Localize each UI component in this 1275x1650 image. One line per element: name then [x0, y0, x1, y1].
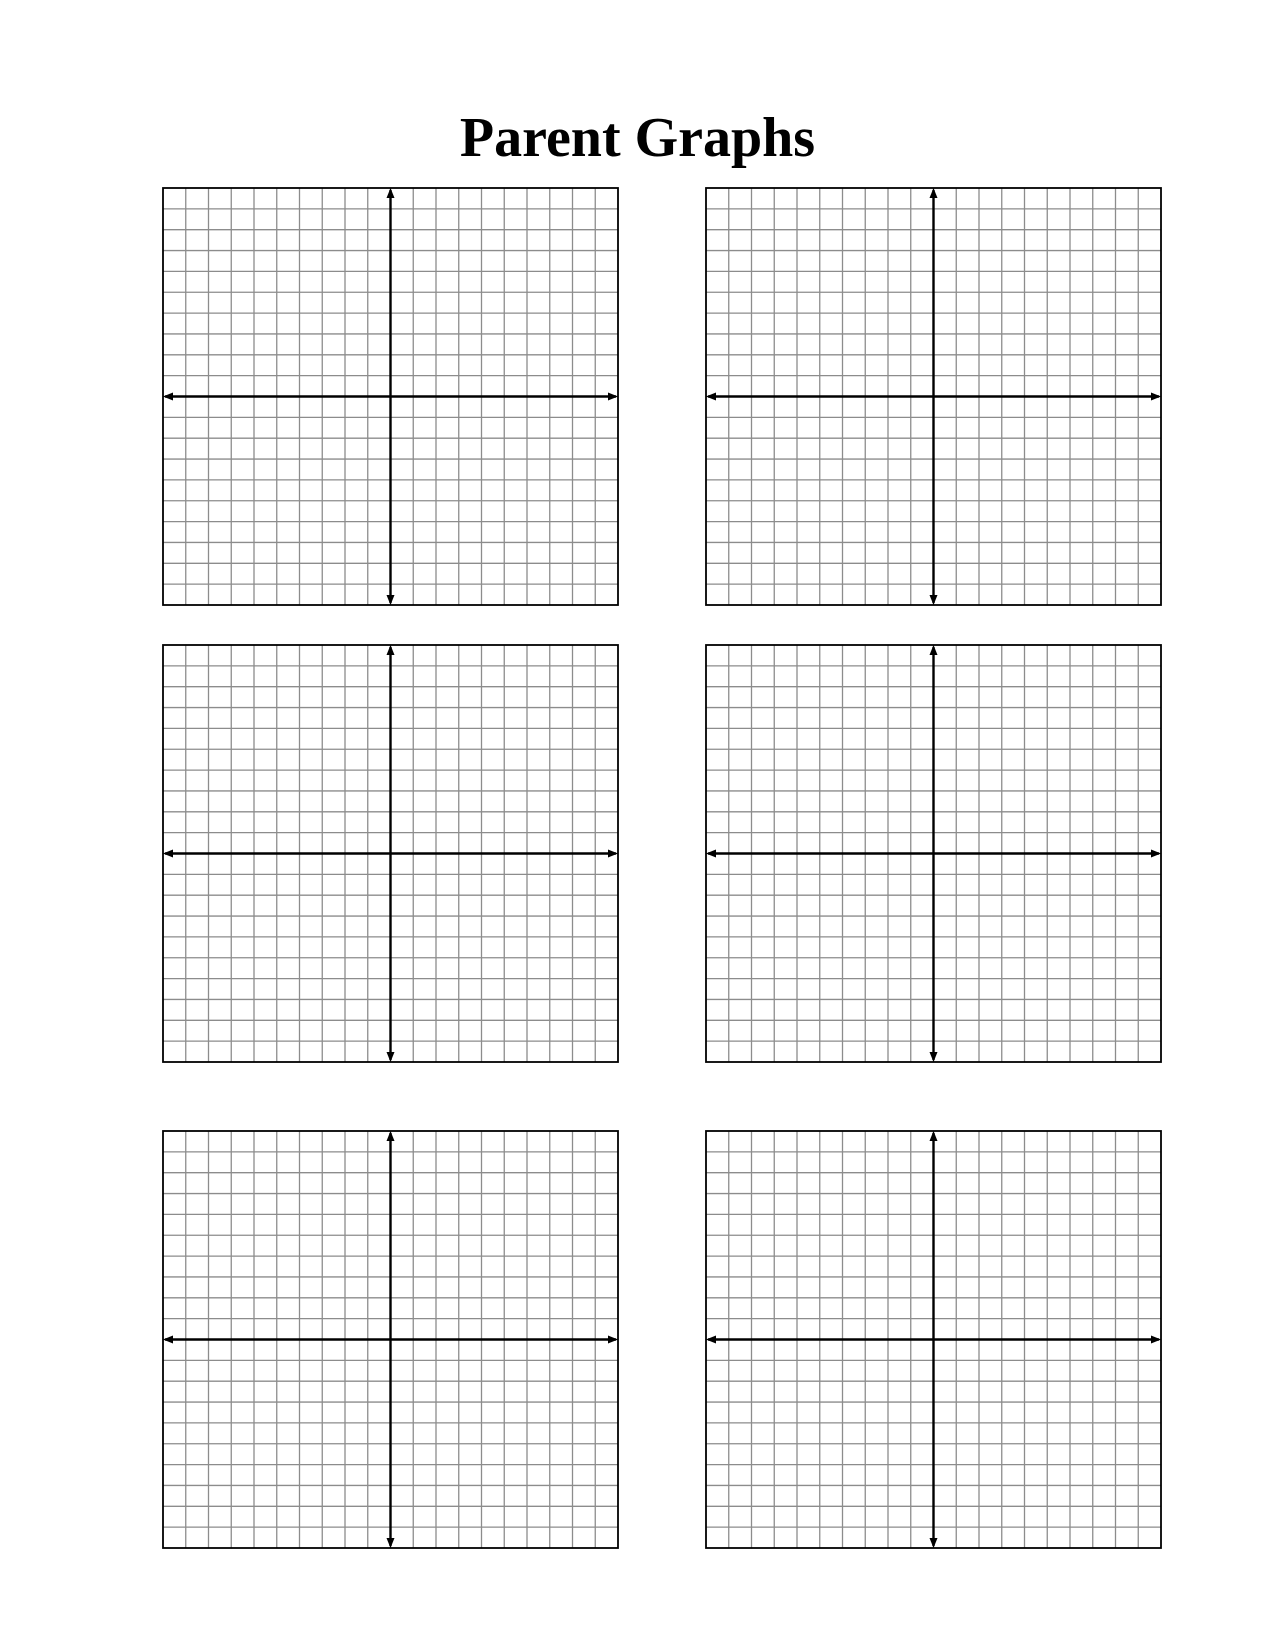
coordinate-grid-5 — [163, 1131, 618, 1548]
coordinate-grid-2 — [706, 188, 1161, 605]
coordinate-grid-3 — [163, 645, 618, 1062]
coordinate-grid-4 — [706, 645, 1161, 1062]
coordinate-grid-6 — [706, 1131, 1161, 1548]
page-title: Parent Graphs — [459, 107, 816, 169]
coordinate-grid-1 — [163, 188, 618, 605]
